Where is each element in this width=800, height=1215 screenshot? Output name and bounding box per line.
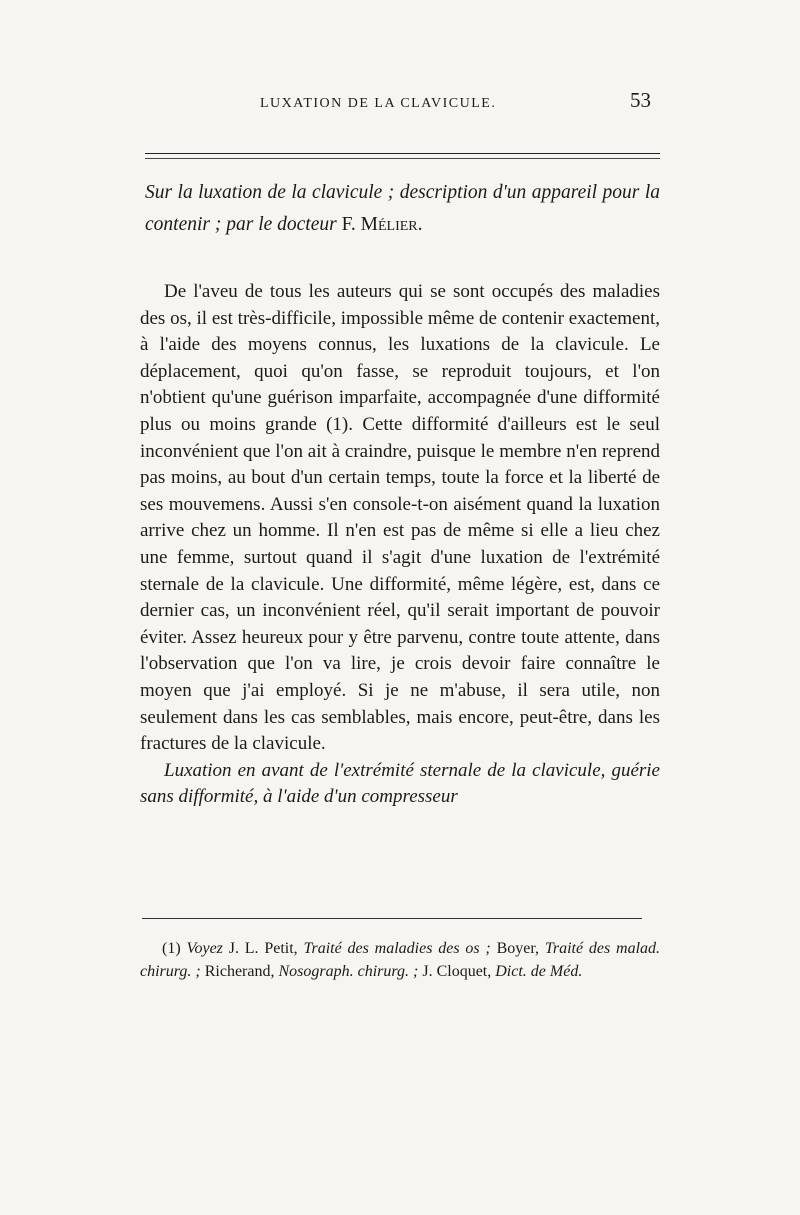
ref-richerand-author: Richerand, bbox=[204, 962, 275, 980]
ref-petit-title: Traité des maladies des os ; bbox=[303, 940, 491, 957]
running-title: LUXATION DE LA CLAVICULE. bbox=[260, 96, 497, 111]
footnote-marker: (1) bbox=[162, 940, 181, 957]
article-body bbox=[140, 279, 660, 811]
footnote-voyez: Voyez bbox=[186, 940, 223, 957]
observation-subheading: Luxation en avant de l'extrémité sternale de la clavicule, guérie sans difformité, à l'aide d'un compresseur bbox=[140, 759, 660, 808]
header-rule bbox=[145, 153, 660, 159]
article-author: F. Mélier. bbox=[341, 214, 423, 235]
ref-boyer-author: Boyer, bbox=[496, 940, 540, 957]
ref-richerand-title: Nosograph. chirurg. ; bbox=[278, 962, 419, 980]
ref-cloquet-author: J. Cloquet, bbox=[422, 962, 492, 980]
article-title-text: Sur la luxation de la clavicule ; description d'un appareil pour la contenir ; par le docteur bbox=[145, 182, 660, 235]
article-title bbox=[145, 177, 660, 241]
page-number: 53 bbox=[630, 88, 651, 112]
footnote-rule bbox=[142, 918, 642, 919]
ref-boyer-title: Traité des malad. chirurg. ; bbox=[140, 940, 661, 980]
footnote bbox=[140, 938, 660, 983]
ref-cloquet-title: Dict. de Méd. bbox=[495, 962, 583, 980]
paragraph-1: De l'aveu de tous les auteurs qui se sont occupés des maladies des os, il est très-difficile, impossible même de contenir exactement, à l'aide des moyens connus, les luxations de la clavicule. Le déplacement, quoi qu'on fasse, se reproduit toujours, et l'on n'obtient qu'une guérison imparfaite, accompagnée d'une difformité plus ou moins grande (1). Cette difformité d'ailleurs est le seul inconvénient que l'on ait à craindre, puisque le membre n'en reprend pas moins, au bout d'un certain temps, toute la force et la liberté de ses mouvemens. Aussi s'en console-t-on aisément quand la luxation arrive chez un homme. Il n'en est pas de même si elle a lieu chez une femme, surtout quand il s'agit d'une luxation de l'extrémité sternale de la clavicule. Une difformité, même légère, est, dans ce dernier cas, un inconvénient réel, qu'il serait important de pouvoir éviter. Assez heureux pour y être parvenu, contre toute attente, dans l'observation que l'on va lire, je crois devoir faire connaître le moyen que j'ai employé. Si je ne m'abuse, il sera utile, non seulement dans les cas semblables, mais encore, peut-être, dans les fractures de la clavicule. bbox=[140, 281, 660, 755]
ref-petit-author: J. L. Petit, bbox=[228, 940, 298, 957]
